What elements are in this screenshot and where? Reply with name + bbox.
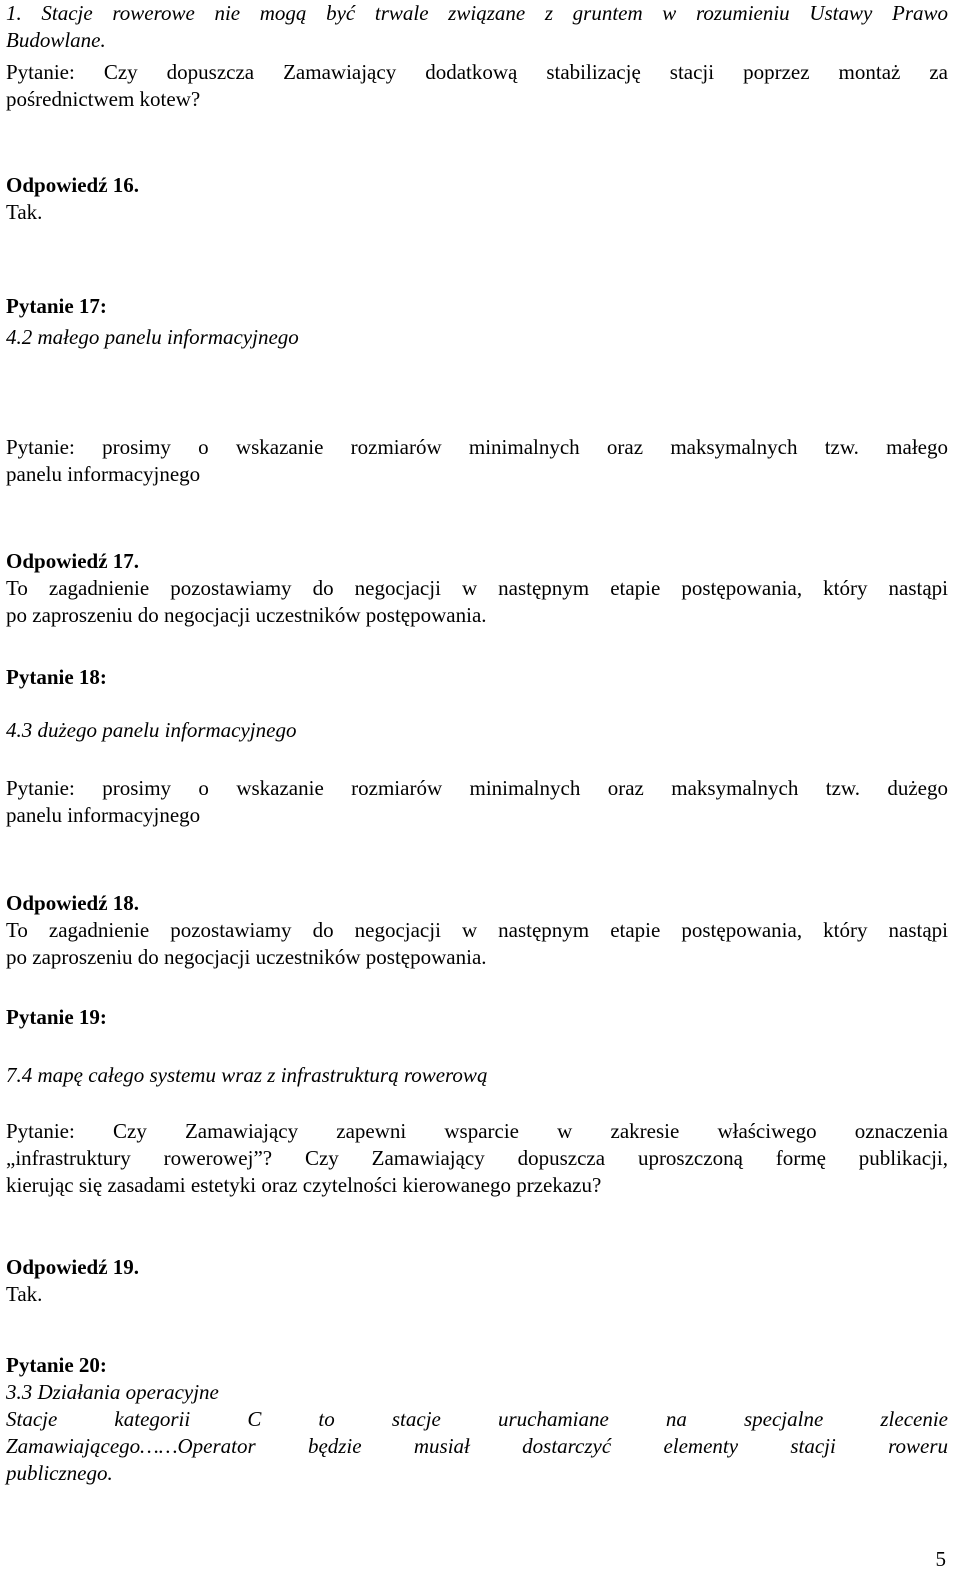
question-line: Pytanie: prosimy o wskazanie rozmiarów minimalnych oraz maksymalnych tzw. małego — [6, 435, 948, 459]
answer-heading: Odpowiedź 17. — [6, 549, 140, 573]
section-ref-18: 4.3 dużego panelu informacyjnego — [6, 718, 297, 742]
question-19 — [6, 1118, 948, 1199]
quote-line: Stacje kategorii C to stacje uruchamiane na specjalne zlecenie — [6, 1407, 948, 1431]
question-line: Pytanie: Czy Zamawiający zapewni wsparcie w zakresie właściwego oznaczenia — [6, 1119, 948, 1143]
note-line: 1. Stacje rowerowe nie mogą być trwale związane z gruntem w rozumieniu Ustawy Prawo — [6, 1, 948, 25]
page-number: 5 — [935, 1547, 946, 1571]
answer-18 — [6, 890, 948, 971]
note-paragraph — [6, 0, 948, 54]
answer-line: To zagadnienie pozostawiamy do negocjacji w następnym etapie postępowania, który nastąpi — [6, 918, 948, 942]
question-heading-18: Pytanie 18: — [6, 665, 107, 689]
question-line: Pytanie: Czy dopuszcza Zamawiający dodatkową stabilizację stacji poprzez montaż za — [6, 60, 948, 84]
question-line: panelu informacyjnego — [6, 803, 201, 827]
quote-20 — [6, 1379, 948, 1487]
answer-text: Tak. — [6, 200, 43, 224]
question-line: pośrednictwem kotew? — [6, 87, 201, 111]
quote-line: publicznego. — [6, 1461, 113, 1485]
note-line: Budowlane. — [6, 28, 106, 52]
answer-line: To zagadnienie pozostawiamy do negocjacji w następnym etapie postępowania, który nastąpi — [6, 576, 948, 600]
quote-line: Zamawiającego……Operator będzie musiał dostarczyć elementy stacji roweru — [6, 1434, 948, 1458]
question-line: kierując się zasadami estetyki oraz czytelności kierowanego przekazu? — [6, 1173, 602, 1197]
question-18 — [6, 775, 948, 829]
answer-text: Tak. — [6, 1282, 43, 1306]
question-line: Pytanie: prosimy o wskazanie rozmiarów minimalnych oraz maksymalnych tzw. dużego — [6, 776, 948, 800]
answer-17 — [6, 548, 948, 629]
section-ref-19: 7.4 mapę całego systemu wraz z infrastrukturą rowerową — [6, 1063, 488, 1087]
answer-line: po zaproszeniu do negocjacji uczestników postępowania. — [6, 603, 487, 627]
answer-heading: Odpowiedź 16. — [6, 173, 140, 197]
section-ref-20: 3.3 Działania operacyjne — [6, 1380, 219, 1404]
section-ref-17: 4.2 małego panelu informacyjnego — [6, 325, 299, 349]
question-line: „infrastruktury rowerowej”? Czy Zamawiający dopuszcza uproszczoną formę publikacji, — [6, 1146, 948, 1170]
answer-heading: Odpowiedź 19. — [6, 1255, 140, 1279]
answer-heading: Odpowiedź 18. — [6, 891, 140, 915]
answer-line: po zaproszeniu do negocjacji uczestników postępowania. — [6, 945, 487, 969]
question-line: panelu informacyjnego — [6, 462, 201, 486]
question-heading-19: Pytanie 19: — [6, 1005, 107, 1029]
answer-16 — [6, 172, 948, 226]
question-16 — [6, 59, 948, 113]
question-heading-20: Pytanie 20: — [6, 1353, 107, 1377]
question-17 — [6, 434, 948, 488]
answer-19 — [6, 1254, 948, 1308]
question-heading-17: Pytanie 17: — [6, 294, 107, 318]
